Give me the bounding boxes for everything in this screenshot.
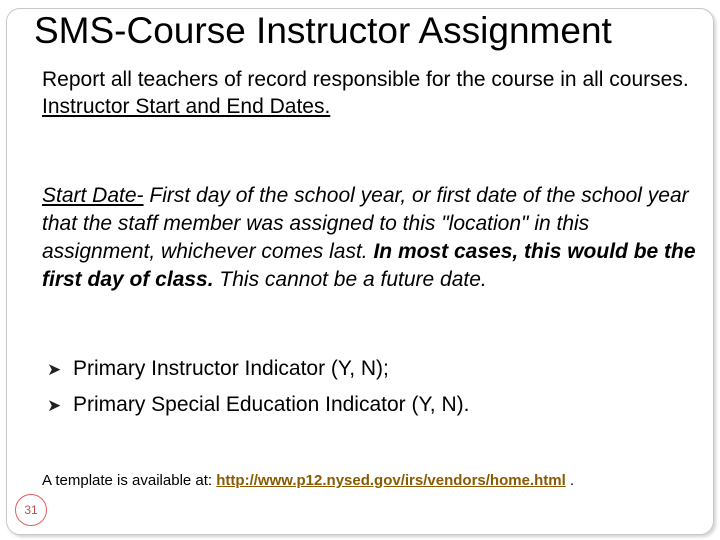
page-number: 31 [15, 494, 47, 526]
start-date-note: This cannot be a future date. [213, 268, 487, 291]
template-text: A template is available at: [42, 472, 217, 489]
bullet-text: Primary Instructor Indicator (Y, N); [73, 357, 389, 380]
template-link[interactable]: http://www.p12.nysed.gov/irs/vendors/home.html [216, 472, 566, 489]
dates-heading: Instructor Start and End Dates. [42, 95, 331, 118]
start-date-emphasis: In most cases, this would be the first day of class. [42, 240, 696, 291]
list-item [47, 352, 469, 388]
indicator-list [47, 352, 469, 424]
template-end: . [565, 472, 575, 489]
slide-title: SMS-Course Instructor Assignment [34, 10, 612, 51]
start-date-text: First day of the school year, or first date of the school year that the staff member was assigned to this "location" in this assignment, whichever comes last. [42, 184, 689, 263]
intro-line: Report all teachers of record responsible for the course in all courses. [42, 68, 689, 91]
arrow-right-icon: ➤ [47, 360, 62, 379]
intro-text [42, 66, 692, 120]
template-note [42, 471, 574, 491]
start-date-label: Start Date- [42, 184, 144, 207]
start-date-paragraph [42, 182, 702, 294]
list-item [47, 388, 469, 424]
arrow-right-icon: ➤ [47, 396, 62, 415]
bullet-text: Primary Special Education Indicator (Y, N). [73, 393, 470, 416]
